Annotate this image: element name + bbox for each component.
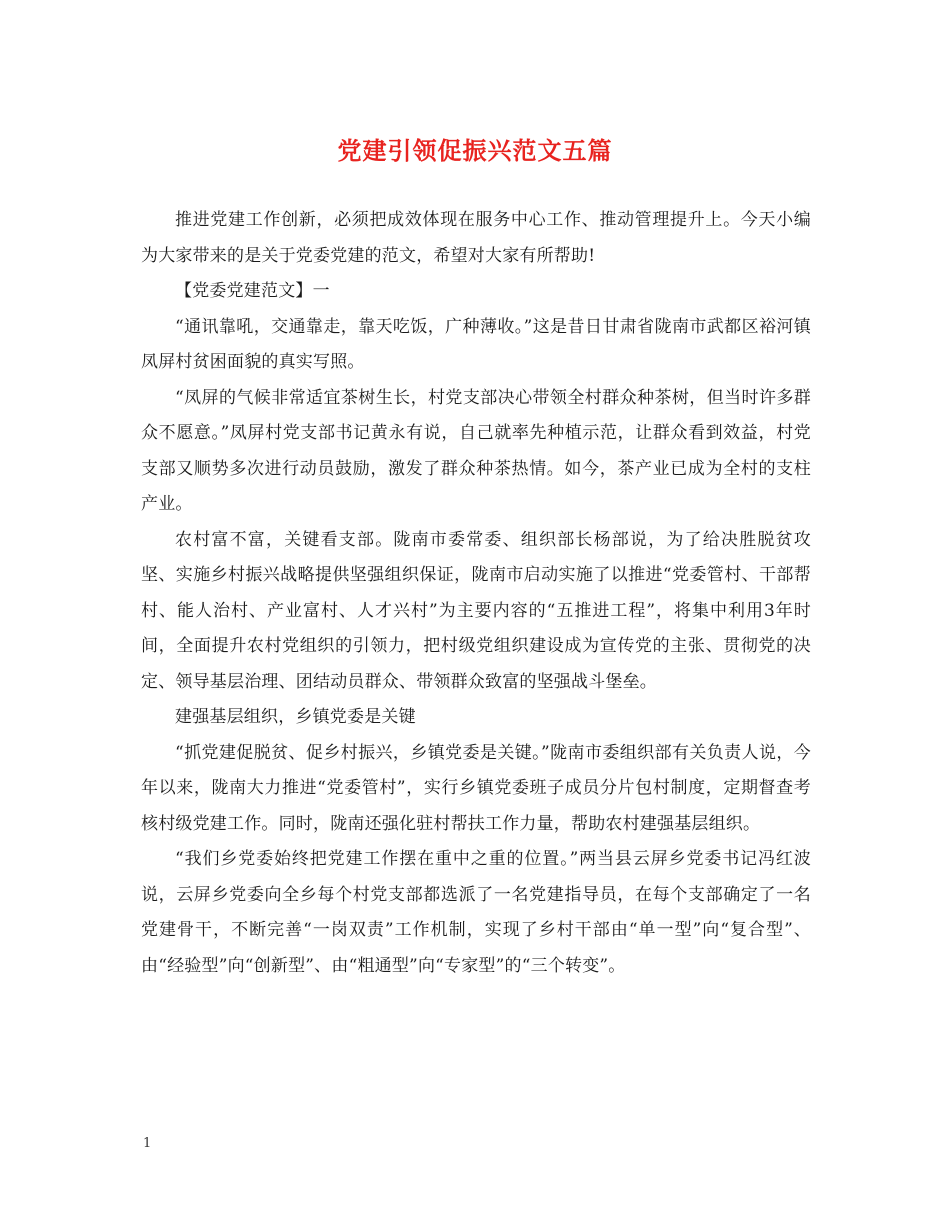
paragraph-five-projects: 农村富不富，关键看支部。陇南市委常委、组织部长杨部说，为了给决胜脱贫攻坚、实施乡村振兴战略提供坚强组织保证，陇南市启动实施了以推进“党委管村、干部帮村、能人治村、产业富村、人才兴村”为主要内容的“五推进工程”，将集中利用3年时间，全面提升农村党组织的引领力，把村级党组织建设成为宣传党的主张、贯彻党的决定、领导基层治理、团结动员群众、带领群众致富的坚强战斗堡垒。 xyxy=(141,529,811,692)
paragraph-tea-industry: “凤屏的气候非常适宜茶树生长，村党支部决心带领全村群众种茶树，但当时许多群众不愿意。”凤屏村党支部书记黄永有说，自己就率先种植示范，让群众看到效益，村党支部又顺势多次进行动员鼓励，激发了群众种茶热情。如今，茶产业已成为全村的支柱产业。 xyxy=(141,387,811,514)
paragraph-township-key: “抓党建促脱贫、促乡村振兴，乡镇党委是关键。”陇南市委组织部有关负责人说，今年以来，陇南大力推进“党委管村”，实行乡镇党委班子成员分片包村制度，定期督查考核村级党建工作。同时，陇南还强化驻村帮扶工作力量，帮助农村建强基层组织。 xyxy=(141,742,811,834)
paragraph-subheading: 建强基层组织，乡镇党委是关键 xyxy=(175,707,416,727)
document-title: 党建引领促振兴范文五篇 xyxy=(337,136,613,165)
paragraph-quote-village: “通讯靠吼，交通靠走，靠天吃饭，广种薄收。”这是昔日甘肃省陇南市武都区裕河镇凤屏村贫困面貌的真实写照。 xyxy=(141,316,811,372)
page-number: 1 xyxy=(143,1136,152,1151)
document-body xyxy=(141,203,811,984)
paragraph-intro: 推进党建工作创新，必须把成效体现在服务中心工作、推动管理提升上。今天小编为大家带来的是关于党委党建的范文，希望对大家有所帮助! xyxy=(141,210,811,266)
paragraph-yunping: “我们乡党委始终把党建工作摆在重中之重的位置。”两当县云屏乡党委书记冯红波说，云屏乡党委向全乡每个村党支部都选派了一名党建指导员，在每个支部确定了一名党建骨干，不断完善“一岗双责”工作机制，实现了乡村干部由“单一型”向“复合型”、由“经验型”向“创新型”、由“粗通型”向“专家型”的“三个转变”。 xyxy=(141,849,811,976)
paragraph-section-heading: 【党委党建范文】一 xyxy=(175,281,330,301)
